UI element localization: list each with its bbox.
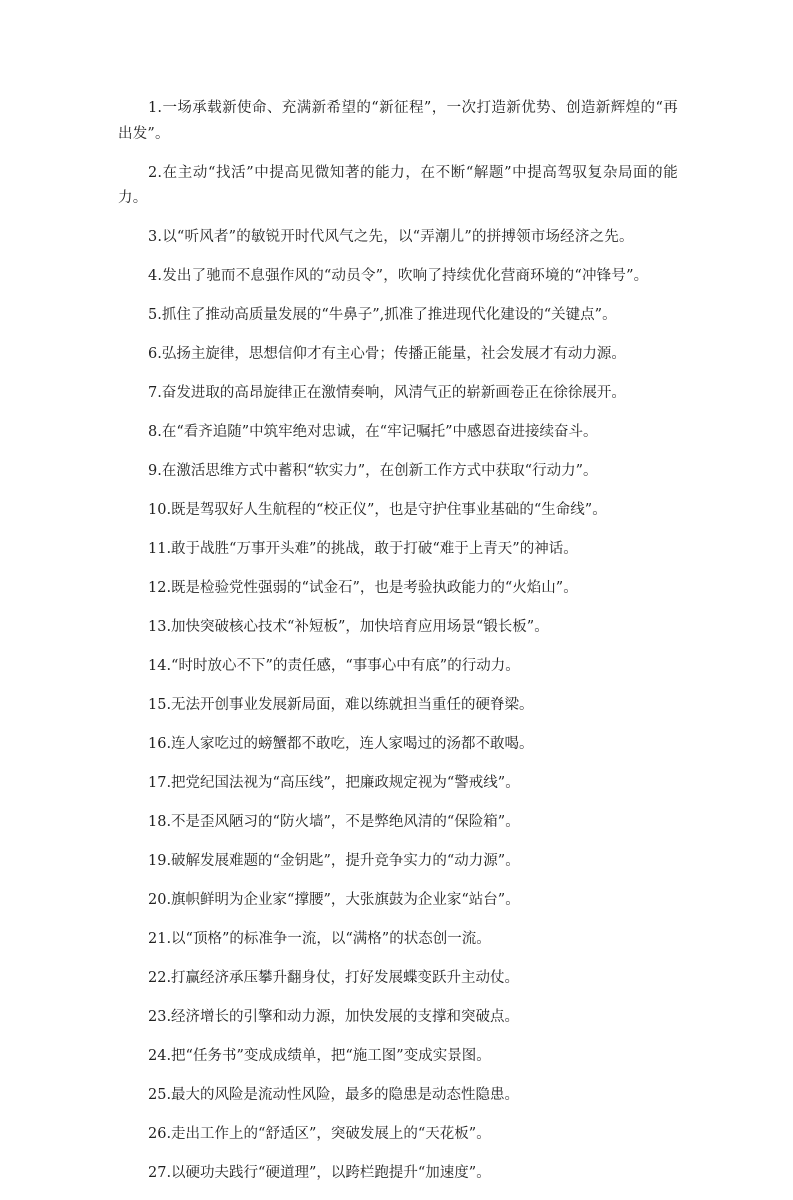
paragraph-7: 7.奋发进取的高昂旋律正在激情奏响，风清气正的崭新画卷正在徐徐展开。 <box>148 385 626 401</box>
paragraph-17: 17.把党纪国法视为“高压线”，把廉政规定视为“警戒线”。 <box>148 775 520 791</box>
paragraph-26: 26.走出工作上的“舒适区”，突破发展上的“天花板”。 <box>148 1126 491 1142</box>
paragraph-13: 13.加快突破核心技术“补短板”，加快培育应用场景“锻长板”。 <box>148 619 549 635</box>
paragraph-27: 27.以硬功夫践行“硬道理”，以跨栏跑提升“加速度”。 <box>148 1165 491 1181</box>
paragraph-4: 4.发出了驰而不息强作风的“动员令”，吹响了持续优化营商环境的“冲锋号”。 <box>148 268 649 284</box>
paragraph-25: 25.最大的风险是流动性风险，最多的隐患是动态性隐患。 <box>148 1087 520 1103</box>
paragraph-24: 24.把“任务书”变成成绩单，把“施工图”变成实景图。 <box>148 1048 491 1064</box>
paragraph-20: 20.旗帜鲜明为企业家“撑腰”，大张旗鼓为企业家“站台”。 <box>148 892 520 908</box>
paragraph-10: 10.既是驾驭好人生航程的“校正仪”，也是守护住事业基础的“生命线”。 <box>148 502 607 518</box>
paragraph-22: 22.打赢经济承压攀升翻身仗，打好发展蝶变跃升主动仗。 <box>148 970 520 986</box>
paragraph-16: 16.连人家吃过的螃蟹都不敢吃，连人家喝过的汤都不敢喝。 <box>148 736 534 752</box>
paragraph-9: 9.在激活思维方式中蓄积“软实力”，在创新工作方式中获取“行动力”。 <box>148 463 598 479</box>
paragraph-19: 19.破解发展难题的“金钥匙”，提升竞争实力的“动力源”。 <box>148 853 520 869</box>
paragraph-6: 6.弘扬主旋律，思想信仰才有主心骨；传播正能量，社会发展才有动力源。 <box>148 346 626 362</box>
paragraph-1: 1.一场承载新使命、充满新希望的“新征程”，一次打造新优势、创造新辉煌的“再出发”。 <box>118 100 678 142</box>
paragraph-8: 8.在“看齐追随”中筑牢绝对忠诚，在“牢记嘱托”中感恩奋进接续奋斗。 <box>148 424 598 440</box>
paragraph-14: 14.“时时放心不下”的责任感，“事事心中有底”的行动力。 <box>148 658 520 674</box>
paragraph-3: 3.以“听风者”的敏锐开时代风气之先，以“弄潮儿”的拼搏领市场经济之先。 <box>148 229 634 245</box>
paragraph-18: 18.不是歪风陋习的“防火墙”，不是弊绝风清的“保险箱”。 <box>148 814 520 830</box>
paragraph-5: 5.抓住了推动高质量发展的“牛鼻子”,抓准了推进现代化建设的“关键点”。 <box>148 307 617 323</box>
document-body <box>118 96 678 1200</box>
paragraph-12: 12.既是检验党性强弱的“试金石”，也是考验执政能力的“火焰山”。 <box>148 580 578 596</box>
paragraph-2: 2.在主动“找活”中提高见微知著的能力，在不断“解题”中提高驾驭复杂局面的能力。 <box>118 164 678 206</box>
paragraph-21: 21.以“顶格”的标准争一流，以“满格”的状态创一流。 <box>148 931 491 947</box>
paragraph-15: 15.无法开创事业发展新局面，难以练就担当重任的硬脊梁。 <box>148 697 534 713</box>
paragraph-23: 23.经济增长的引擎和动力源，加快发展的支撑和突破点。 <box>148 1009 520 1025</box>
paragraph-11: 11.敢于战胜“万事开头难”的挑战，敢于打破“难于上青天”的神话。 <box>148 541 578 557</box>
